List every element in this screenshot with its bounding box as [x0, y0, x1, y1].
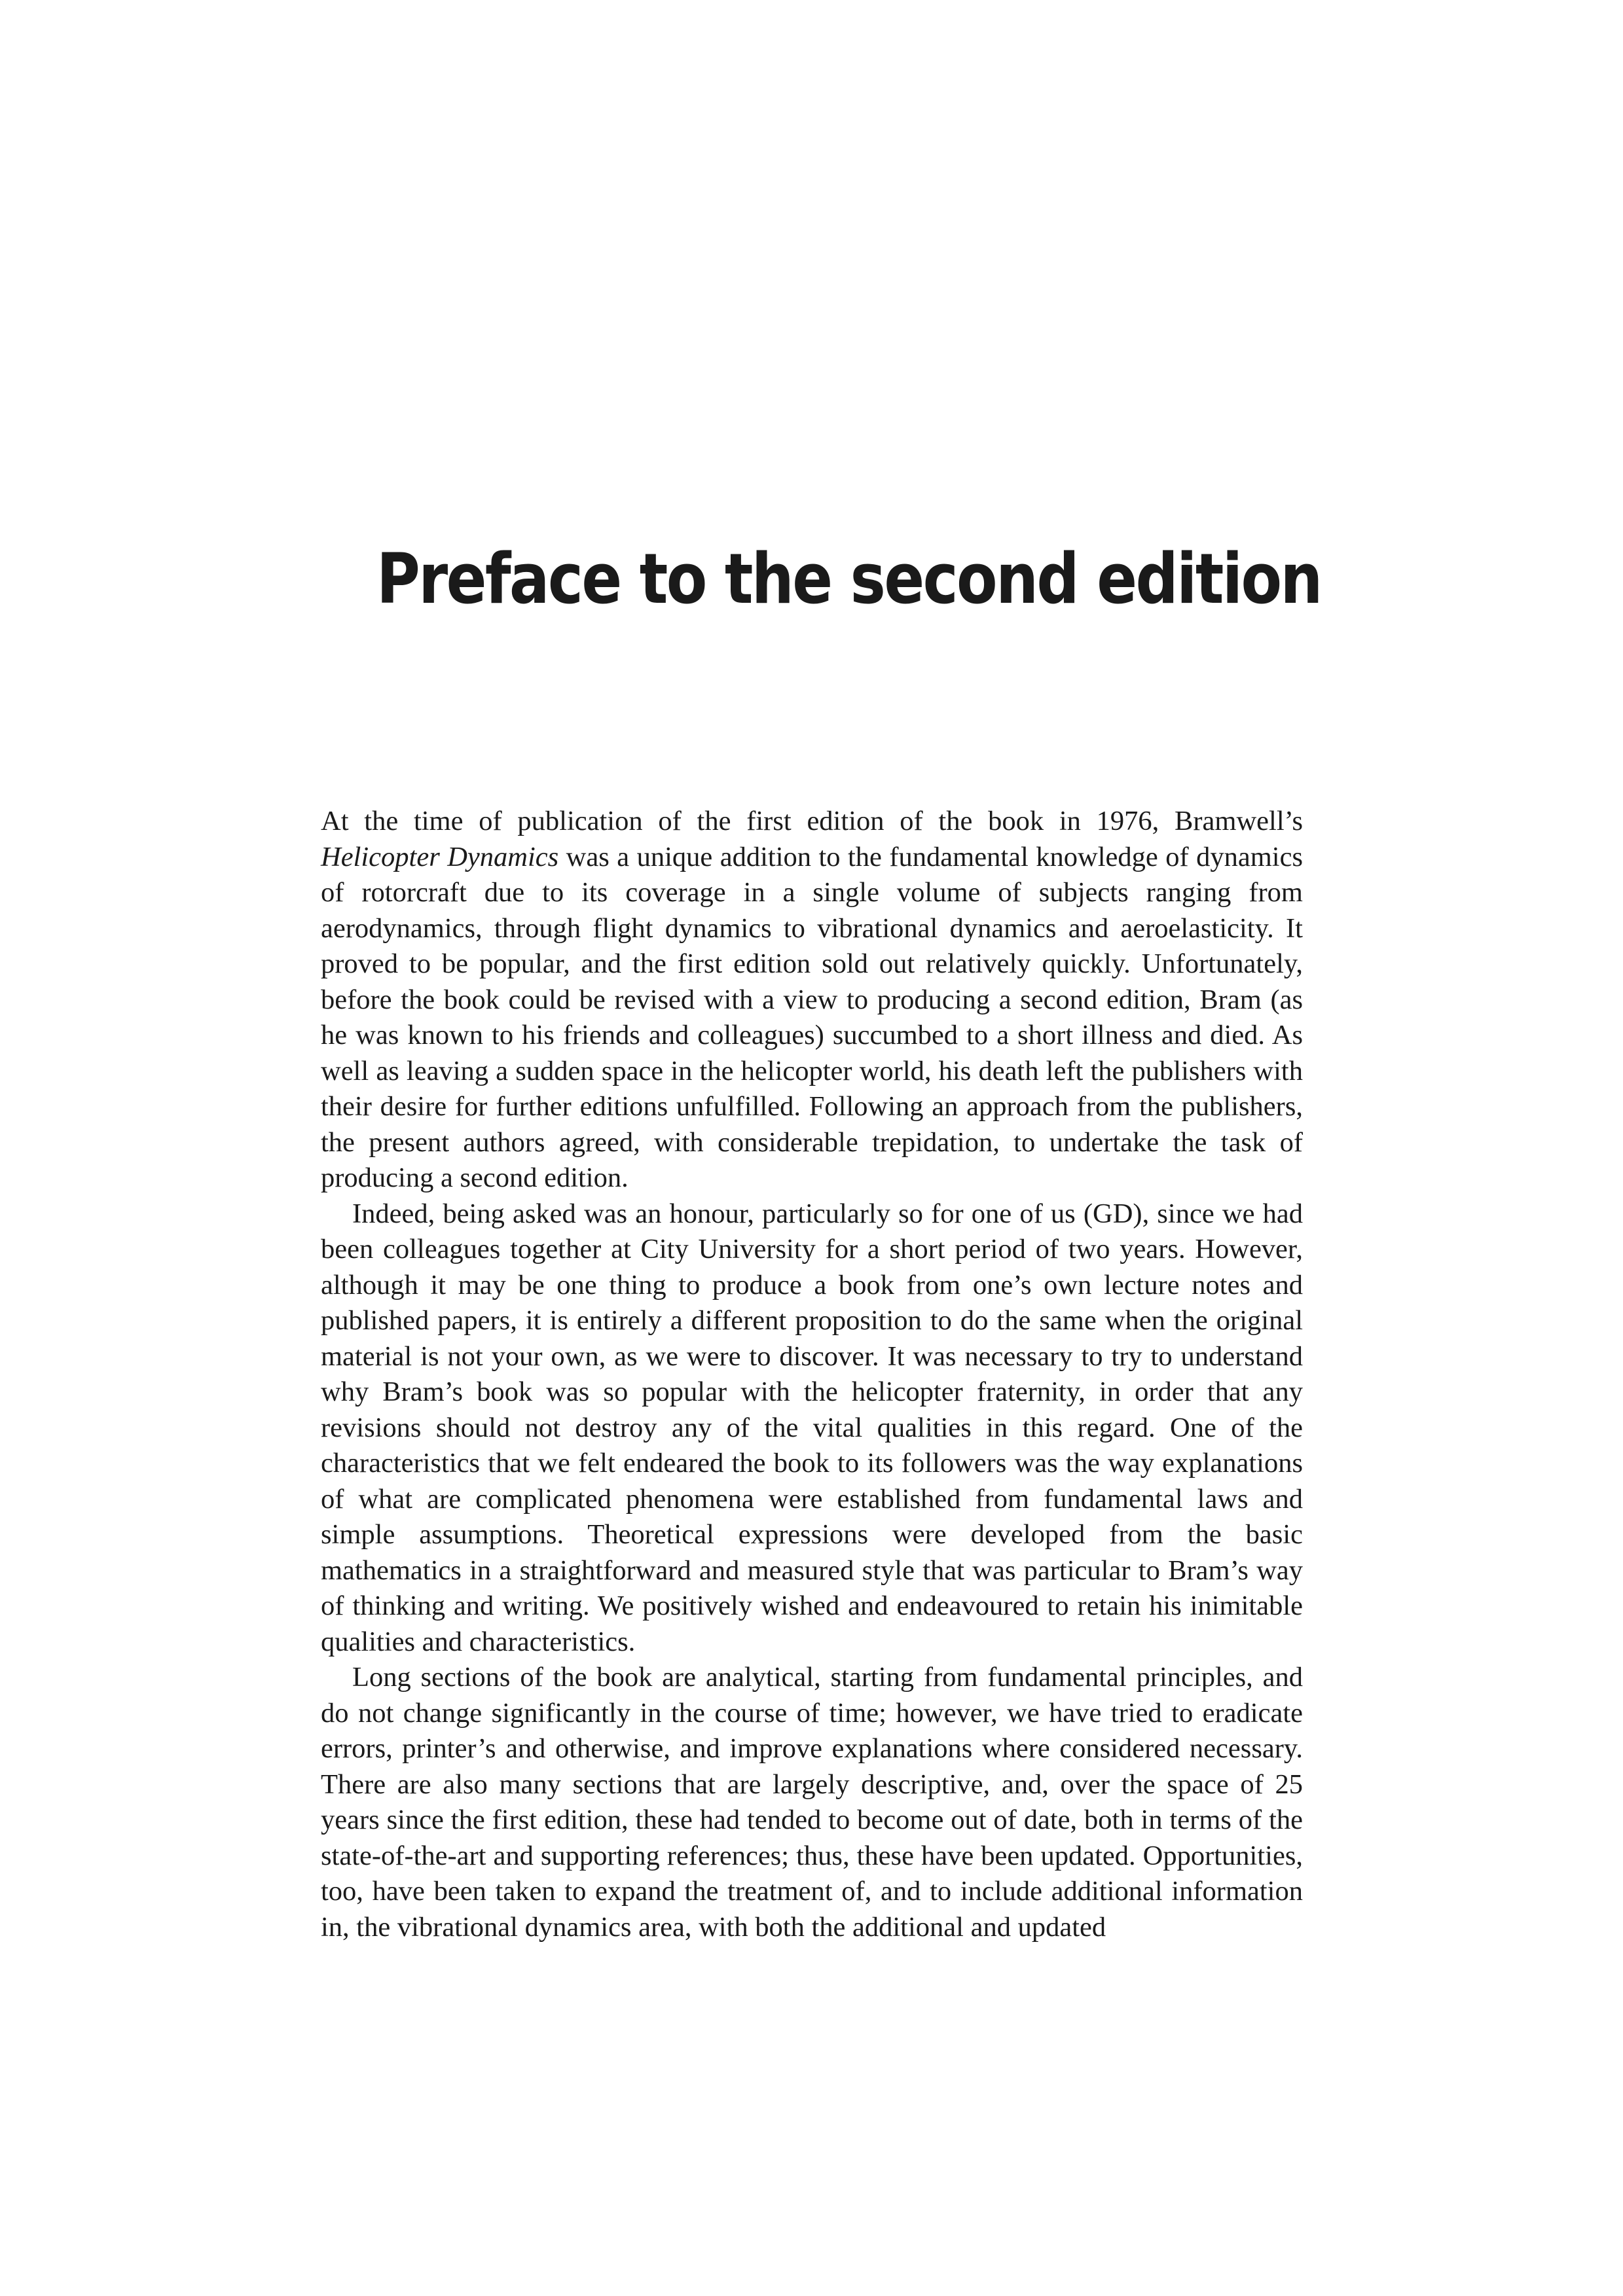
paragraph-1-intro: At the time of publication of the first edition of the book in 1976, Bramwell’s	[321, 806, 1303, 836]
book-title-italic: Helicopter Dynamics	[321, 841, 559, 872]
paragraph-1-rest: was a unique addition to the fundamental knowledge of dynamics of rotorcraft due to its coverage in a single volume of subjects ranging from aerodynamics, through flight dynamics to vibrational dynamics and aeroelasticity. It proved to be popular, and the first edition sold out relatively quickly. Unfortunately, before the book could be revised with a view to producing a second edition, Bram (as he was known to his friends and colleagues) succumbed to a short illness and died. As well as leaving a sudden space in the helicopter world, his death left the publishers with their desire for further editions unfulfilled. Following an approach from the publishers, the present authors agreed, with considerable trepidation, to undertake the task of producing a second edition.	[321, 841, 1303, 1193]
body-text	[321, 804, 1303, 1945]
paragraph-3: Long sections of the book are analytical, starting from fundamental principles, and do not change significantly in the course of time; however, we have tried to eradicate errors, printer’s and otherwise, and improve explanations where considered necessary. There are also many sections that are largely descriptive, and, over the space of 25 years since the first edition, these had tended to become out of date, both in terms of the state-of-the-art and supporting references; thus, these have been updated. Opportunities, too, have been taken to expand the treatment of, and to include additional information in, the vibrational dynamics area, with both the additional and updated	[321, 1662, 1303, 1943]
paragraph-1	[321, 804, 1303, 1196]
paragraph-2: Indeed, being asked was an honour, particularly so for one of us (GD), since we had been colleagues together at City University for a short period of two years. However, although it may be one thing to produce a book from one’s own lecture notes and published papers, it is entirely a different proposition to do the same when the original material is not your own, as we were to discover. It was necessary to try to understand why Bram’s book was so popular with the helicopter fraternity, in order that any revisions should not destroy any of the vital qualities in this regard. One of the characteristics that we felt endeared the book to its followers was the way explanations of what are complicated phenomena were established from fundamental laws and simple assumptions. Theoretical expressions were developed from the basic mathematics in a straightforward and measured style that was particular to Bram’s way of thinking and writing. We positively wished and endeavoured to retain his inimitable qualities and characteristics.	[321, 1198, 1303, 1657]
page-title: Preface to the second edition	[376, 539, 1321, 619]
